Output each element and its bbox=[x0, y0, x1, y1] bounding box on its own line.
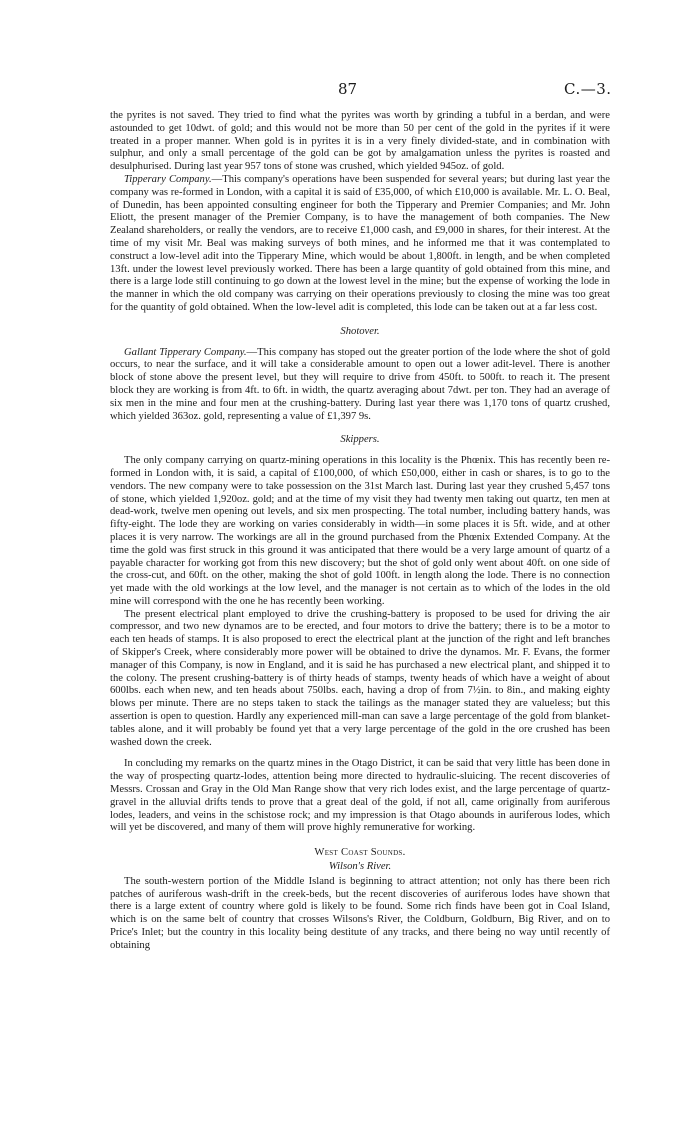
paragraph-tipperary bbox=[110, 174, 610, 315]
page-number: 87 bbox=[338, 80, 358, 98]
paragraph-otago-conclusion: In concluding my remarks on the quartz mines in the Otago District, it can be said that very little has been done in the way of prospecting quartz-lodes, attention being more directed to hydraulic-sluicing. The recent discoveries of Messrs. Crossan and Gray in the Old Man Range show that very rich lodes exist, and the large percentage of quartz-gravel in the alluvial drifts tends to prove that a great deal of the gold, if not all, came originally from auriferous lodes, leaders, and veins in the schistose rock; and my impression is that Otago abounds in auriferous lodes, which will yet be discovered, and many of them will prove highly remunerative for working. bbox=[110, 758, 610, 834]
company-name-tipperary: Tipperary Company. bbox=[124, 173, 212, 185]
body-text bbox=[110, 110, 610, 953]
paragraph-electrical-plant: The present electrical plant employed to drive the crushing-battery is proposed to be used for driving the air compressor, and two new dynamos are to be erected, and four motors to drive the battery; there is to be a motor to each ten heads of stamps. It is also proposed to erect the electrical plant at the junction of the right and left branches of Skipper's Creek, where considerably more power will be obtained to drive the dynamos. Mr. F. Evans, the former manager of this Company, is now in England, and it is said he has purchased a new electrical plant, and shipped it to the colony. The present crushing-battery is of thirty heads of stamps, twenty heads of which have a weight of about 600lbs. each when new, and ten heads about 750lbs. each, having a drop of from 7½in. to 8in., and making eighty blows per minute. There are no steps taken to stack the tailings as the manager stated they are valueless; but this assertion is open to question. Hardly any experienced mill-man can save a large percentage of the gold from blanket-tables alone, and it will probably be found yet that a very large percentage of the gold in the ore crushed has been washed down the creek. bbox=[110, 608, 610, 748]
heading-skippers: Skippers. bbox=[340, 434, 380, 446]
paragraph-south-western: The south-western portion of the Middle Island is beginning to attract attention; not only has there been rich patches of auriferous wash-drift in the creek-beds, but the recent discoveries of auriferous lodes have shown that there is a large extent of country where gold is likely to be found. Some rich finds have been got in Coal Island, which is on the same belt of country that crosses Wilsons's River, the Coldburn, Goldburn, Big River, and on to Price's Inlet; but the country in this locality being destitute of any tracks, and there being no way until recently of obtaining bbox=[110, 875, 610, 951]
tipperary-text: —This company's operations have been suspended for several years; but during last year the company was re-formed in London, with a capital it is said of £35,000, of which £10,000 is available. Mr. L. O. Beal, of Dunedin, has been appointed consulting engineer for both the Tipperary and Premier Companies; and Mr. John Eliott, the present manager of the Premier Company, is to have the management of both companies. The New Zealand shareholders, or really the vendors, are to receive £1,000 cash, and £9,000 in shares, for their interest. At the time of my visit Mr. Beal was making surveys of both mines, and he informed me that it was contemplated to construct a low-level adit into the Tipperary Mine, which would be about 1,800ft. in length, and be when completed 13ft. under the lowest level previously worked. There has been a large quantity of gold obtained from this mine, and there is a large lode still continuing to go down at the lowest level in the mine; but the expense of working the lode in the manner in which the old company was carrying on their operations previously to closing the mine was too great for the quantity of gold obtained. When the low-level adit is completed, this lode can be taken out at a far less cost. bbox=[110, 173, 610, 313]
page-header bbox=[0, 80, 700, 104]
heading-west-coast-sounds: West Coast Sounds. bbox=[314, 847, 406, 859]
heading-shotover: Shotover. bbox=[340, 325, 380, 337]
paragraph-pyrites: the pyrites is not saved. They tried to find what the pyrites was worth by grinding a tubful in a berdan, and were astounded to get 10dwt. of gold; and this would not be more than 50 per cent of the gold in the pyrites if it were treated in a proper manner. When gold is in pyrites it is in a very finely divided-state, and in combination with sulphur, and only a small percentage of the gold can be got by amalgamation unless the pyrites is roasted and desulphurised. During last year 957 tons of stone was crushed, which yielded 945oz. of gold. bbox=[110, 110, 610, 173]
paragraph-gallant-tipperary bbox=[110, 347, 610, 424]
gallant-text: —This company has stoped out the greater portion of the lode where the shot of gold occurs, to near the surface, and it will take a considerable amount to open out a lower adit-level. There is another block of stone above the present level, but they will require to drive from 450ft. to 500ft. to reach it. The present block they are working is from 4ft. to 6ft. in width, the quartz averaging about 7dwt. per ton. They had an average of six men in the mine and four men at the crushing-battery. During last year there was 1,170 tons of quartz crushed, which yielded 363oz. gold, representing a value of £1,397 9s. bbox=[110, 346, 610, 422]
document-reference: C.—3. bbox=[564, 80, 612, 98]
company-name-gallant-tipperary: Gallant Tipperary Company. bbox=[124, 346, 247, 358]
heading-wilsons-river: Wilson's River. bbox=[328, 861, 392, 873]
paragraph-phoenix: The only company carrying on quartz-mining operations in this locality is the Phœnix. This has recently been re-formed in London with, it is said, a capital of £100,000, of which £50,000, either in cash or shares, is to go to the vendors. The new company were to take possession on the 31st March last. During last year they crushed 5,457 tons of stone, which yielded 1,920oz. gold; and at the time of my visit they had twenty men taking out quartz, ten men at dead-work, twelve men opening out levels, and six men prospecting. The total number, including battery hands, was fifty-eight. The lode they are working on varies considerably in width—in some places it is 5ft. wide, and at other places it is very narrow. The workings are all in the ground purchased from the Phœnix Extended Company. At the time the gold was first struck in this ground it was anticipated that there would be a very large amount of quartz of a payable character for working got from this new discovery; but the shot of gold only went about 40ft. on one side of the cross-cut, and 60ft. on the other, making the shot of gold 100ft. in length along the lode. There is no connection yet made with the old workings at the low level, and the manager is not certain as to which of the lodes in the old mine will correspond with the one he has recently been working. bbox=[110, 455, 610, 607]
